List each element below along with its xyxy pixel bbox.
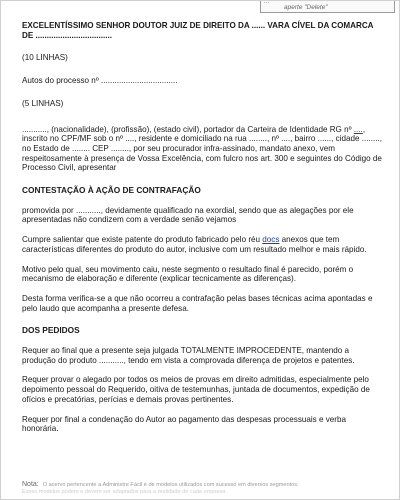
party-qualification [22,125,383,174]
paragraph-desta-forma: Desta forma verifica-se a que não ocorreu a contrafação pelas bases técnicas acima apontadas e pelo laudo que acompanha a presente defesa. [22,293,373,313]
lines-placeholder-10: (10 LINHAS) [22,53,68,63]
delete-hint-note [260,1,395,13]
document-title: EXCELENTÍSSIMO SENHOR DOUTOR JUIZ DE DIREITO DA ...... VARA CÍVEL DA COMARCA DE .................................. [22,21,374,40]
footer-note [22,482,392,495]
docs-link[interactable]: docs [262,235,280,245]
pedidos-heading: DOS PEDIDOS [22,325,80,336]
lines-placeholder-5: (5 LINHAS) [22,98,64,108]
qualification-text-2: , inscrito no CPF/MF sob o nº ...., residente e domiciliado na rua ........, nº ...., bairro ......, cidade ........, no Estado de ........ CEP ........, por seu procurador infra-assinado, mandato anexo, vem respeitosamente à presença de Vossa Excelência, com fulcro nos art. 300 e seguintes do Código de Processo Civil, apresentar [22,124,382,173]
pedido-improcedente: Requer ao final que a presente seja julgada TOTALMENTE IMPROCEDENTE, mantendo a produção do produto ..........., tendo em vista a comprovada diferença de projetos e patentes. [22,346,355,365]
qualification-text-1: ..........., (nacionalidade), (profissão), (estado civil), portador da Carteira de Identidade RG nº [22,124,354,134]
paragraph-motivo: Motivo pelo qual, seu movimento caiu, neste segmento o resultado final é parecido, porém o mecanismo de elaboração e diferente (explicar tecnicamente as diferenças). [22,264,354,284]
delete-hint-line1: ... [264,1,270,5]
footer-line2: Esses modelos podem e devem ser adaptados para a realidade de cada empresa. [22,488,227,495]
document-body [22,21,383,434]
delete-hint-line2: aperte "Delete" [284,4,328,11]
paragraph-patente [22,235,383,254]
contestacao-heading: CONTESTAÇÃO À AÇÃO DE CONTRAFAÇÃO [22,185,201,196]
footer-line1: O acervo pertencente a Administre Fácil é de modelos utilizados com sucesso em diversos segmentos. [42,482,299,488]
footer-nota-label: Nota: [22,481,39,488]
pedido-condenacao: Requer por final a condenação do Autor ao pagamento das despesas processuais e verba honorária. [22,414,346,434]
patente-text-1: Cumpre salientar que existe patente do produto fabricado pelo réu [22,235,263,245]
pedido-provas: Requer provar o alegado por todos os meios de provas em direito admitidas, especialmente pelo depoimento pessoal do Requerido, oitiva de testemunhas, juntada de documentos, expedição de ofícios e precatórias, perícias e demais provas pertinentes. [22,375,370,404]
rg-number-link[interactable]: .... [353,124,363,134]
process-number: Autos do processo nº .................................. [22,76,178,86]
patente-text-2: anexos que tem características diferentes do produto do autor, inclusive com um resultado melhor e mais rápido. [22,235,367,254]
paragraph-promovida: promovida por ..........., devidamente qualificado na exordial, sendo que as alegações por ele apresentadas não condizem com a verdade senão vejamos [22,205,354,225]
